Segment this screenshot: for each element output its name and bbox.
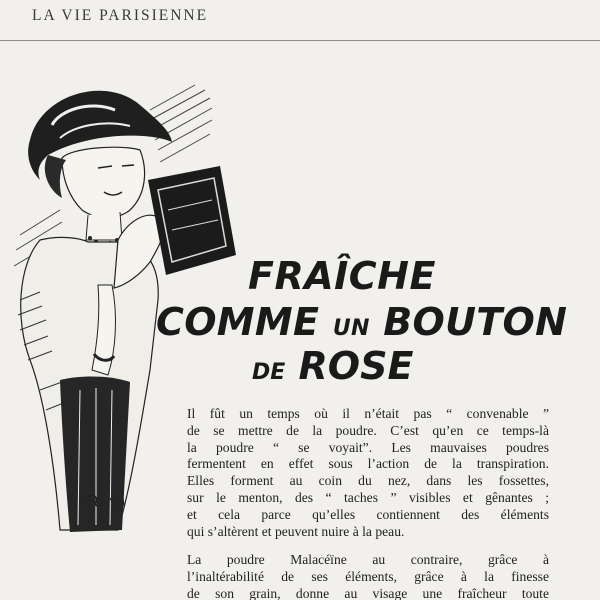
paragraph-2-line: de son grain, donne au visage une fraîcheur toute <box>187 585 549 600</box>
paragraph-1-line: de se mettre de la poudre. C’est qu’en ce temps-là <box>187 422 549 438</box>
paragraph-2-line: La poudre Malacéïne au contraire, grâce à <box>187 552 549 568</box>
headline-line-2 <box>156 300 568 344</box>
headline-line-3 <box>252 344 414 388</box>
paragraph-1-line: Elles forment au coin du nez, dans les fossettes, <box>187 473 549 489</box>
headline-word-de: DE <box>252 360 286 385</box>
hand-mirror <box>148 166 236 275</box>
headline-line-1: FRAÎCHE <box>248 254 436 298</box>
skirt <box>60 376 130 532</box>
paragraph-1-line: et cela parce qu’elles contiennent des éléments <box>187 506 549 522</box>
paragraph-1-line: Il fût un temps où il n’était pas “ convenable ” <box>187 406 549 421</box>
face <box>62 147 145 217</box>
headline-word-comme: COMME <box>156 300 333 344</box>
running-title: LA VIE PARISIENNE <box>32 7 209 24</box>
paragraph-1-line: sur le menton, des “ taches ” visibles et gênantes ; <box>187 489 549 505</box>
headline-word-bouton: BOUTON <box>369 300 568 344</box>
advert-body-text <box>187 406 549 600</box>
paragraph-1-line: la poudre “ se voyait”. Les mauvaises poudres <box>187 439 549 455</box>
headline-word-un: UN <box>332 316 370 341</box>
paragraph-2-line: l’inaltérabilité de ses éléments, grâce à la finesse <box>187 569 549 585</box>
paragraph-1-line: fermentent en effet sous l’action de la transpiration. <box>187 456 549 472</box>
headline-word-rose: ROSE <box>285 344 414 388</box>
paragraph-1-line: qui s’altèrent et peuvent nuire à la peau. <box>187 523 405 539</box>
header-rule <box>0 40 600 41</box>
